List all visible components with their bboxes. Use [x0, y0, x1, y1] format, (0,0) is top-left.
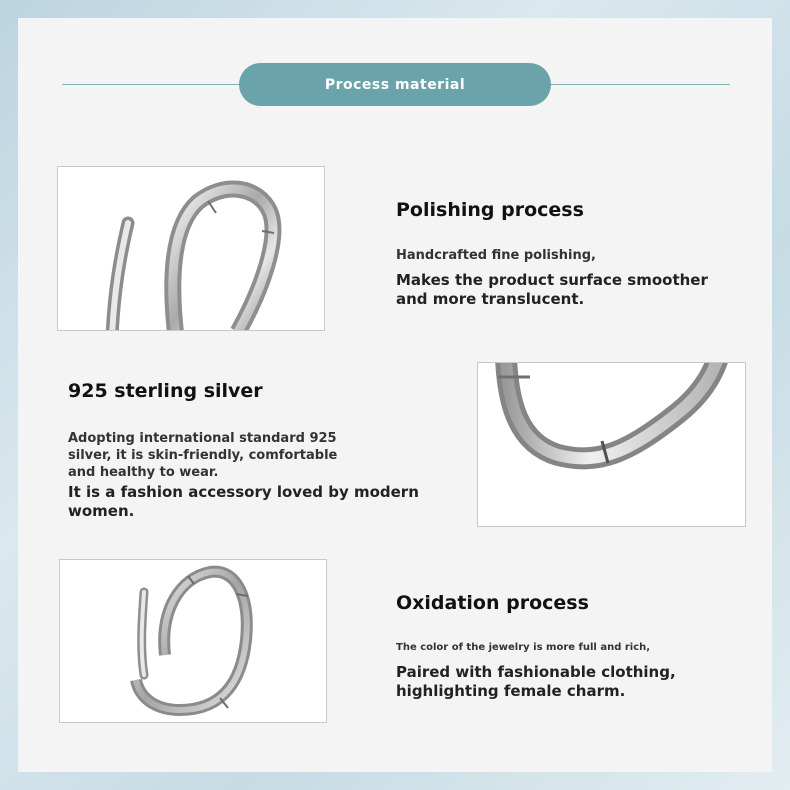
silver-title: 925 sterling silver [68, 380, 263, 402]
section-title-pill: Process material [239, 63, 551, 106]
silver-text-2: silver, it is skin-friendly, comfortable [68, 448, 338, 463]
oxidation-text-2: Paired with fashionable clothing, [396, 663, 676, 681]
polishing-text-3: and more translucent. [396, 290, 585, 308]
polishing-text-2: Makes the product surface smoother [396, 271, 708, 289]
header-rule-left [62, 84, 240, 85]
header-rule-right [550, 84, 730, 85]
ring-photo-polishing [57, 166, 325, 331]
silver-text-1: Adopting international standard 925 [68, 431, 337, 446]
ring-photo-silver [477, 362, 746, 527]
ring-photo-oxidation [59, 559, 327, 723]
silver-text-3: and healthy to wear. [68, 465, 219, 480]
silver-text-4: It is a fashion accessory loved by modern [68, 483, 419, 501]
silver-text-5: women. [68, 502, 135, 520]
oxidation-text-3: highlighting female charm. [396, 682, 626, 700]
oxidation-title: Oxidation process [396, 592, 589, 614]
polishing-title: Polishing process [396, 199, 584, 221]
oxidation-text-1: The color of the jewelry is more full and rich, [396, 642, 651, 653]
polishing-text-1: Handcrafted fine polishing, [396, 248, 596, 263]
